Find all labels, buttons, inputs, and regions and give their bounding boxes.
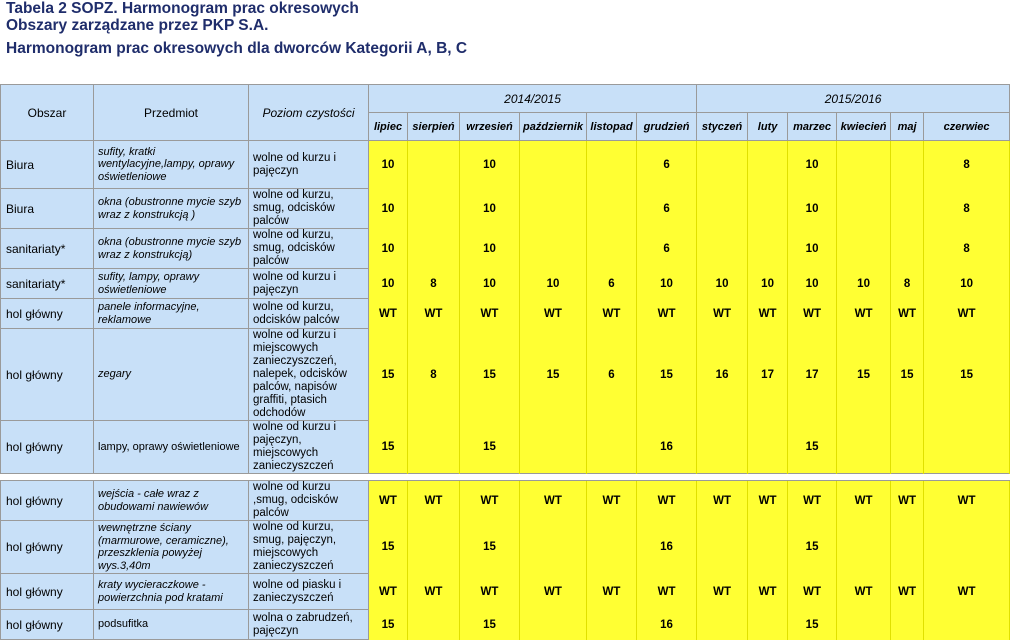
cell-frequency: 15 xyxy=(460,421,520,474)
cell-frequency xyxy=(697,189,748,229)
cell-frequency xyxy=(587,610,637,640)
row-spacer xyxy=(1,474,1010,481)
cell-frequency: 10 xyxy=(460,269,520,299)
table-row xyxy=(1,521,1010,574)
cell-frequency xyxy=(520,521,587,574)
cell-frequency: 8 xyxy=(924,141,1010,189)
cell-frequency: WT xyxy=(788,481,837,521)
cell-frequency: WT xyxy=(460,574,520,610)
title-line-2: Obszary zarządzane przez PKP S.A. xyxy=(6,17,269,34)
cell-frequency: 8 xyxy=(924,229,1010,269)
cell-poziom: wolne od kurzu i pajęczyn, miejscowych zanieczyszczeń xyxy=(249,421,369,474)
cell-frequency: WT xyxy=(369,481,408,521)
cell-obszar: hol główny xyxy=(1,574,94,610)
cell-frequency: 10 xyxy=(369,141,408,189)
cell-frequency xyxy=(924,521,1010,574)
cell-frequency: 15 xyxy=(369,610,408,640)
spacer-cell xyxy=(1,474,1010,481)
cell-przedmiot: okna (obustronne mycie szyb wraz z konstrukcją) xyxy=(94,229,249,269)
cell-frequency: 15 xyxy=(837,329,891,421)
table-row xyxy=(1,189,1010,229)
month-header: maj xyxy=(891,113,924,141)
header-obszar: Obszar xyxy=(1,85,94,141)
cell-frequency xyxy=(520,141,587,189)
cell-frequency: 15 xyxy=(788,421,837,474)
month-header: listopad xyxy=(587,113,637,141)
cell-frequency: WT xyxy=(587,481,637,521)
cell-frequency: WT xyxy=(837,481,891,521)
cell-frequency: WT xyxy=(697,481,748,521)
cell-frequency xyxy=(697,141,748,189)
cell-frequency: 17 xyxy=(748,329,788,421)
cell-frequency: 16 xyxy=(637,421,697,474)
table-row xyxy=(1,610,1010,640)
cell-frequency: WT xyxy=(697,299,748,329)
cell-frequency xyxy=(748,610,788,640)
table-row xyxy=(1,329,1010,421)
cell-frequency: WT xyxy=(924,299,1010,329)
table-row xyxy=(1,269,1010,299)
cell-frequency xyxy=(837,610,891,640)
cell-frequency xyxy=(408,141,460,189)
month-header: lipiec xyxy=(369,113,408,141)
title-line-1: Tabela 2 SOPZ. Harmonogram prac okresowych xyxy=(6,0,359,17)
cell-frequency: WT xyxy=(891,574,924,610)
cell-obszar: hol główny xyxy=(1,521,94,574)
cell-frequency: 10 xyxy=(748,269,788,299)
cell-frequency: 15 xyxy=(637,329,697,421)
schedule-table xyxy=(0,84,1010,640)
cell-obszar: hol główny xyxy=(1,481,94,521)
cell-poziom: wolne od kurzu, smug, odcisków palców xyxy=(249,189,369,229)
schedule-rows xyxy=(1,141,1010,640)
cell-frequency: 8 xyxy=(408,329,460,421)
cell-obszar: sanitariaty* xyxy=(1,269,94,299)
cell-obszar: hol główny xyxy=(1,610,94,640)
document-subtitle: Harmonogram prac okresowych dla dworców Kategorii A, B, C xyxy=(6,40,468,57)
cell-frequency: WT xyxy=(637,481,697,521)
cell-frequency: 10 xyxy=(697,269,748,299)
cell-frequency: WT xyxy=(369,299,408,329)
month-header: styczeń xyxy=(697,113,748,141)
cell-frequency xyxy=(837,141,891,189)
cell-frequency: 10 xyxy=(369,189,408,229)
cell-frequency: 6 xyxy=(587,329,637,421)
cell-przedmiot: kraty wycieraczkowe - powierzchnia pod kratami xyxy=(94,574,249,610)
cell-frequency: 10 xyxy=(924,269,1010,299)
cell-poziom: wolne od piasku i zanieczyszczeń xyxy=(249,574,369,610)
cell-frequency: WT xyxy=(460,481,520,521)
cell-poziom: wolne od kurzu i pajęczyn xyxy=(249,141,369,189)
cell-frequency: 10 xyxy=(369,229,408,269)
table-row xyxy=(1,229,1010,269)
cell-frequency: WT xyxy=(924,574,1010,610)
cell-frequency: WT xyxy=(587,299,637,329)
cell-frequency: 15 xyxy=(460,610,520,640)
cell-frequency: WT xyxy=(520,481,587,521)
cell-przedmiot: panele informacyjne, reklamowe xyxy=(94,299,249,329)
cell-frequency: 15 xyxy=(788,521,837,574)
cell-frequency: WT xyxy=(637,299,697,329)
cell-frequency: 15 xyxy=(891,329,924,421)
cell-poziom: wolne od kurzu i pajęczyn xyxy=(249,269,369,299)
cell-przedmiot: podsufitka xyxy=(94,610,249,640)
cell-frequency xyxy=(924,610,1010,640)
cell-frequency: 10 xyxy=(788,141,837,189)
cell-obszar: hol główny xyxy=(1,421,94,474)
cell-frequency xyxy=(924,421,1010,474)
cell-frequency: 6 xyxy=(587,269,637,299)
cell-frequency xyxy=(748,421,788,474)
cell-frequency: 16 xyxy=(637,610,697,640)
cell-frequency: 10 xyxy=(788,229,837,269)
cell-przedmiot: zegary xyxy=(94,329,249,421)
cell-frequency xyxy=(587,421,637,474)
month-header: grudzień xyxy=(637,113,697,141)
cell-frequency: 15 xyxy=(369,521,408,574)
cell-frequency: 10 xyxy=(788,189,837,229)
cell-frequency xyxy=(891,141,924,189)
cell-poziom: wolne od kurzu i miejscowych zanieczyszczeń, nalepek, odcisków palców, napisów graffiti, ptasich odchodów xyxy=(249,329,369,421)
cell-frequency: 15 xyxy=(924,329,1010,421)
cell-frequency xyxy=(891,421,924,474)
table-row xyxy=(1,421,1010,474)
cell-frequency xyxy=(587,521,637,574)
cell-frequency: 8 xyxy=(924,189,1010,229)
cell-frequency xyxy=(408,521,460,574)
cell-frequency xyxy=(408,189,460,229)
header-poziom: Poziom czystości xyxy=(249,85,369,141)
cell-frequency xyxy=(891,229,924,269)
cell-frequency: 10 xyxy=(460,229,520,269)
cell-frequency: 10 xyxy=(369,269,408,299)
cell-poziom: wolne od kurzu, odcisków palców xyxy=(249,299,369,329)
cell-frequency: WT xyxy=(697,574,748,610)
cell-frequency: WT xyxy=(520,574,587,610)
cell-frequency: 15 xyxy=(788,610,837,640)
cell-frequency: 6 xyxy=(637,229,697,269)
cell-poziom: wolna o zabrudzeń, pajęczyn xyxy=(249,610,369,640)
cell-frequency: 15 xyxy=(520,329,587,421)
table-row xyxy=(1,299,1010,329)
cell-frequency: WT xyxy=(408,574,460,610)
cell-obszar: sanitariaty* xyxy=(1,229,94,269)
cell-frequency: 16 xyxy=(697,329,748,421)
cell-frequency xyxy=(697,610,748,640)
cell-frequency: WT xyxy=(369,574,408,610)
cell-frequency: 10 xyxy=(460,141,520,189)
document-title xyxy=(6,0,359,34)
cell-przedmiot: sufity, kratki wentylacyjne,lampy, oprawy oświetleniowe xyxy=(94,141,249,189)
cell-frequency: WT xyxy=(587,574,637,610)
cell-frequency xyxy=(748,229,788,269)
cell-frequency: WT xyxy=(788,299,837,329)
cell-poziom: wolne od kurzu, smug, odcisków palców xyxy=(249,229,369,269)
cell-frequency: 10 xyxy=(788,269,837,299)
month-header: wrzesień xyxy=(460,113,520,141)
cell-frequency xyxy=(697,521,748,574)
table-row xyxy=(1,574,1010,610)
month-header: luty xyxy=(748,113,788,141)
cell-frequency: 8 xyxy=(891,269,924,299)
cell-frequency: 15 xyxy=(369,421,408,474)
cell-frequency: 6 xyxy=(637,141,697,189)
cell-obszar: Biura xyxy=(1,141,94,189)
month-header: kwiecień xyxy=(837,113,891,141)
month-header: czerwiec xyxy=(924,113,1010,141)
cell-frequency: 10 xyxy=(520,269,587,299)
cell-frequency xyxy=(748,521,788,574)
cell-frequency: WT xyxy=(520,299,587,329)
cell-frequency: WT xyxy=(891,481,924,521)
cell-frequency xyxy=(837,189,891,229)
cell-frequency xyxy=(891,610,924,640)
cell-frequency: 16 xyxy=(637,521,697,574)
cell-przedmiot: lampy, oprawy oświetleniowe xyxy=(94,421,249,474)
cell-frequency: WT xyxy=(924,481,1010,521)
cell-frequency xyxy=(520,610,587,640)
cell-frequency xyxy=(587,141,637,189)
table-row xyxy=(1,141,1010,189)
header-year-2014-2015: 2014/2015 xyxy=(369,85,697,113)
cell-frequency: 17 xyxy=(788,329,837,421)
month-header: październik xyxy=(520,113,587,141)
cell-poziom: wolne od kurzu, smug, pajęczyn, miejscowych zanieczyszczeń xyxy=(249,521,369,574)
cell-frequency: WT xyxy=(460,299,520,329)
cell-frequency: 10 xyxy=(460,189,520,229)
cell-przedmiot: okna (obustronne mycie szyb wraz z konstrukcją ) xyxy=(94,189,249,229)
cell-frequency: WT xyxy=(891,299,924,329)
cell-frequency: WT xyxy=(748,481,788,521)
month-header: marzec xyxy=(788,113,837,141)
cell-frequency: WT xyxy=(788,574,837,610)
cell-frequency xyxy=(408,421,460,474)
cell-frequency: WT xyxy=(748,299,788,329)
cell-przedmiot: wejścia - całe wraz z obudowami nawiewów xyxy=(94,481,249,521)
cell-frequency: 10 xyxy=(637,269,697,299)
cell-frequency: 10 xyxy=(837,269,891,299)
cell-frequency xyxy=(891,521,924,574)
cell-obszar: Biura xyxy=(1,189,94,229)
cell-frequency: 6 xyxy=(637,189,697,229)
cell-frequency xyxy=(697,229,748,269)
table-row xyxy=(1,481,1010,521)
cell-frequency xyxy=(748,141,788,189)
cell-frequency: 15 xyxy=(460,329,520,421)
cell-frequency xyxy=(748,189,788,229)
cell-frequency: WT xyxy=(748,574,788,610)
cell-frequency xyxy=(408,229,460,269)
cell-frequency xyxy=(837,229,891,269)
cell-frequency xyxy=(587,189,637,229)
cell-frequency xyxy=(408,610,460,640)
cell-frequency: 15 xyxy=(460,521,520,574)
cell-frequency: WT xyxy=(408,481,460,521)
cell-frequency xyxy=(587,229,637,269)
cell-frequency xyxy=(520,229,587,269)
cell-frequency: WT xyxy=(837,574,891,610)
cell-poziom: wolne od kurzu ,smug, odcisków palców xyxy=(249,481,369,521)
cell-frequency: 8 xyxy=(408,269,460,299)
cell-przedmiot: sufity, lampy, oprawy oświetleniowe xyxy=(94,269,249,299)
cell-obszar: hol główny xyxy=(1,299,94,329)
cell-frequency: WT xyxy=(837,299,891,329)
header-year-2015-2016: 2015/2016 xyxy=(697,85,1010,113)
cell-przedmiot: wewnętrzne ściany (marmurowe, ceramiczne), przeszklenia powyżej wys.3,40m xyxy=(94,521,249,574)
month-header: sierpień xyxy=(408,113,460,141)
cell-frequency xyxy=(697,421,748,474)
cell-frequency xyxy=(837,521,891,574)
cell-frequency xyxy=(520,421,587,474)
cell-frequency xyxy=(837,421,891,474)
cell-frequency xyxy=(891,189,924,229)
header-przedmiot: Przedmiot xyxy=(94,85,249,141)
cell-obszar: hol główny xyxy=(1,329,94,421)
cell-frequency xyxy=(520,189,587,229)
cell-frequency: WT xyxy=(408,299,460,329)
cell-frequency: WT xyxy=(637,574,697,610)
cell-frequency: 15 xyxy=(369,329,408,421)
